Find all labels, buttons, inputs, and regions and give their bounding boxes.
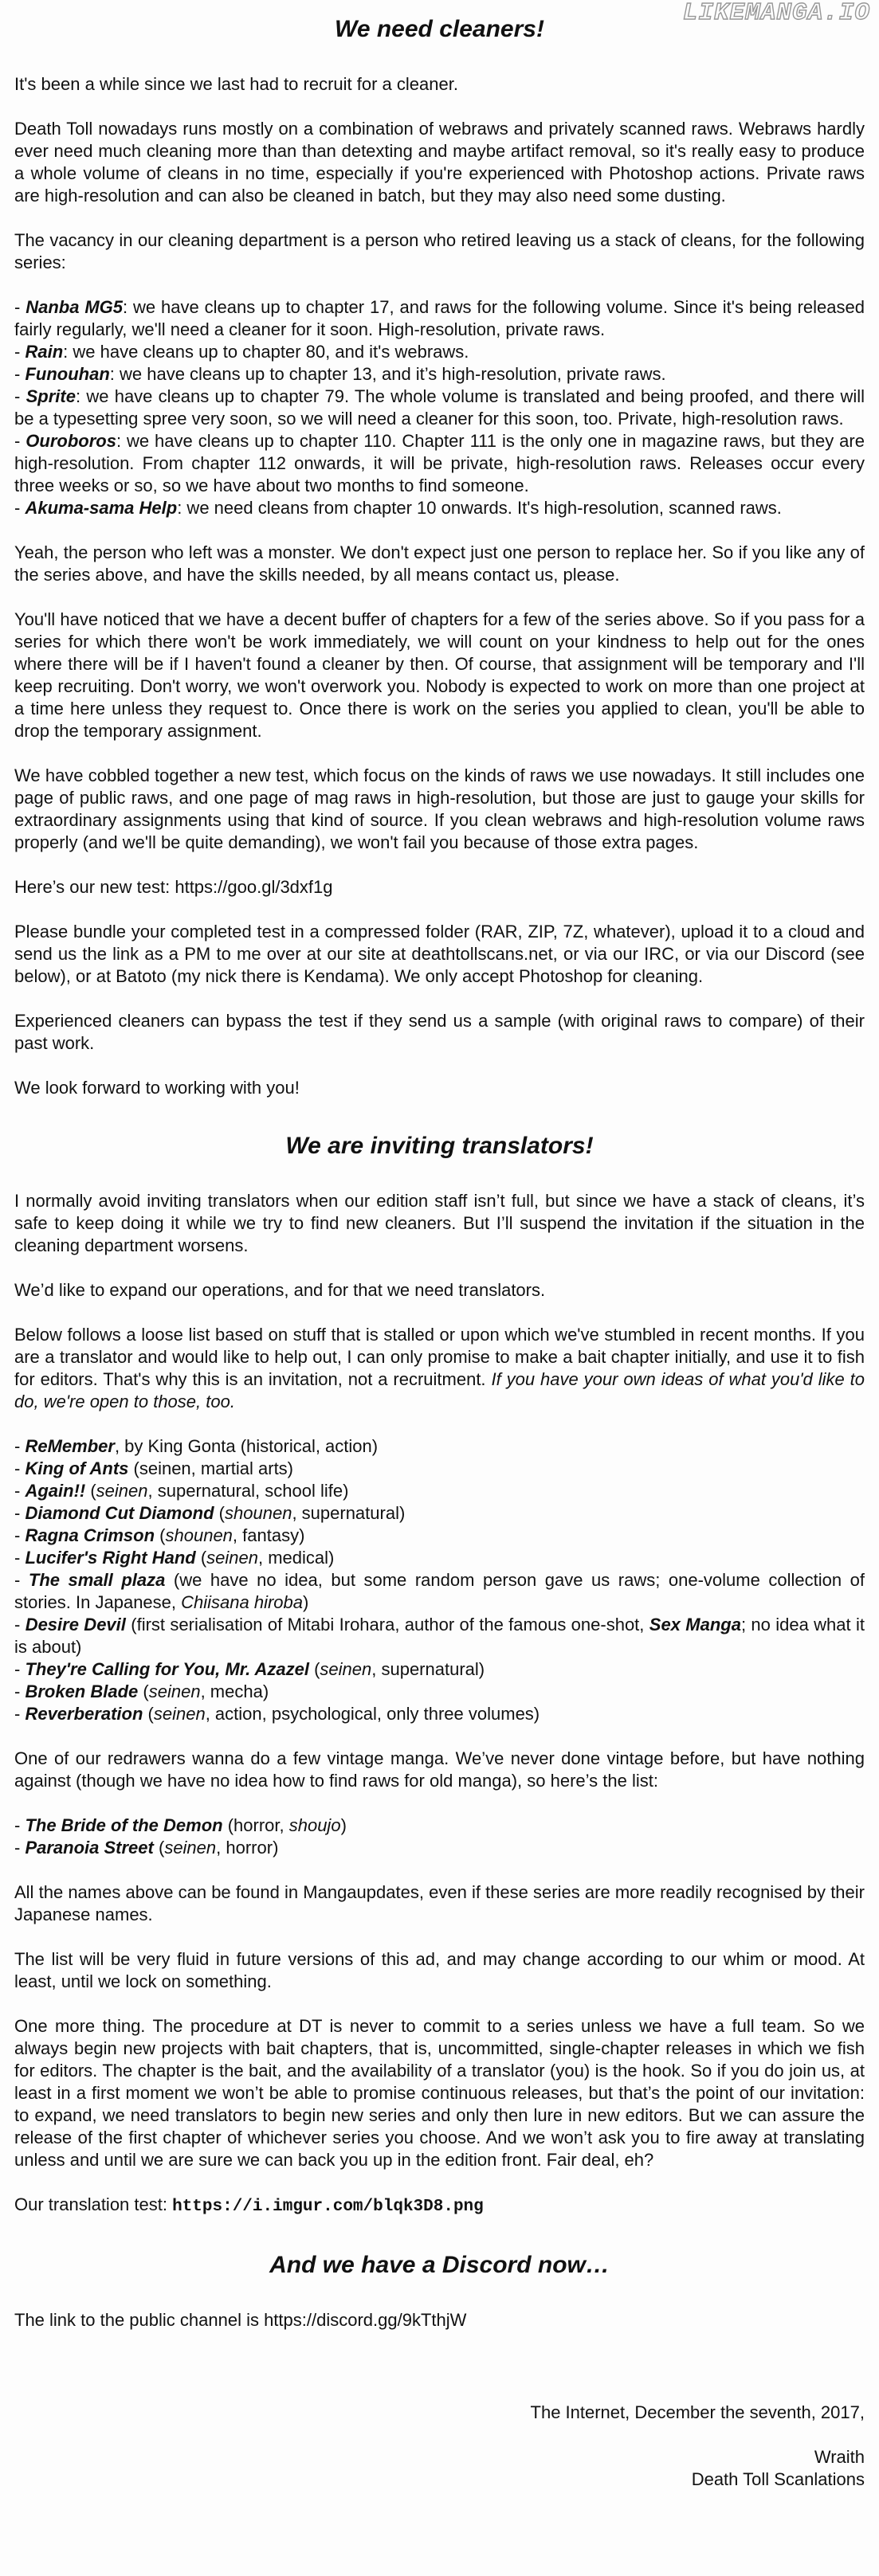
text-run: The link to the public channel is https://discord.gg/9kTthjW	[14, 2310, 467, 2330]
text-run: -	[14, 1681, 26, 1701]
series-funouhan	[14, 363, 865, 386]
para-buffer	[14, 609, 865, 742]
text-run: (first serialisation of Mitabi Irohara, author of the famous one-shot,	[125, 1615, 649, 1634]
text-run: (	[138, 1681, 149, 1701]
para-one-more-thing	[14, 2015, 865, 2171]
heading-we-need-cleaners	[14, 16, 865, 43]
text-run: We’d like to expand our operations, and for that we need translators.	[14, 1280, 546, 1300]
text-run: (seinen, martial arts)	[128, 1458, 294, 1478]
text-run: shoujo	[288, 1815, 341, 1835]
series-desire-devil	[14, 1614, 865, 1658]
site-watermark: LIKEMANGA.IO	[682, 0, 870, 27]
text-run: shounen	[225, 1503, 292, 1523]
text-run: -	[14, 1458, 26, 1478]
para-vacancy	[14, 229, 865, 274]
text-run: -	[14, 1436, 26, 1456]
text-run: seinen	[320, 1659, 372, 1679]
text-run: Ouroboros	[26, 431, 116, 451]
signoff-group	[14, 2468, 865, 2491]
text-run: (horror,	[222, 1815, 289, 1835]
para-vintage	[14, 1748, 865, 1792]
text-run: Paranoia Street	[25, 1838, 154, 1858]
series-again	[14, 1480, 865, 1502]
text-run: Sex Manga	[649, 1615, 741, 1634]
series-bride-of-the-demon	[14, 1815, 865, 1837]
series-nanba-mg5	[14, 296, 865, 341]
para-normally-avoid	[14, 1190, 865, 1257]
para-translation-test	[14, 2194, 865, 2218]
text-run: -	[14, 1503, 26, 1523]
text-run: We look forward to working with you!	[14, 1078, 300, 1098]
text-run: The Internet, December the seventh, 2017,	[530, 2402, 865, 2422]
text-run: )	[340, 1815, 347, 1835]
text-run: Death Toll Scanlations	[691, 2469, 865, 2489]
para-been-a-while	[14, 73, 865, 96]
text-run: -	[14, 498, 26, 518]
text-run: : we have cleans up to chapter 80, and it's webraws.	[63, 342, 469, 362]
signoff-date	[14, 2402, 865, 2424]
text-run: Reverberation	[25, 1704, 143, 1724]
text-run: : we have cleans up to chapter 13, and it’s high-resolution, private raws.	[109, 364, 666, 384]
text-run: Again!!	[25, 1481, 86, 1501]
text-run: Funouhan	[25, 364, 110, 384]
text-run: You'll have noticed that we have a decent buffer of chapters for a few of the series above. So if you pass for a series for which there won't be work immediately, we will count on your kindness to help out for the ones where there will be if I haven't found a cleaner by then. Of course, that assignment will be temporary and I'll keep recruiting. Don't worry, we won't overwork you. Nobody is expected to work on more than one project at a time here unless they request to. Once there is work on the series you applied to clean, you'll be able to drop the temporary assignment.	[14, 609, 865, 741]
heading-inviting-translators	[14, 1133, 865, 1160]
text-run: seinen	[206, 1548, 258, 1568]
text-run: : we have cleans up to chapter 110. Chapter 111 is the only one in magazine raws, but they are high-resolution. From chapter 112 onwards, it will be private, high-resolution raws. Releases occur every three weeks or so, so we have about two months to find someone.	[14, 431, 865, 495]
text-run: seinen	[153, 1704, 206, 1724]
para-monster	[14, 542, 865, 586]
text-run: seinen	[96, 1481, 148, 1501]
text-run: seinen	[148, 1681, 201, 1701]
document	[14, 16, 865, 2491]
text-run: Ragna Crimson	[25, 1525, 155, 1545]
text-run: -	[14, 297, 26, 317]
text-run: Desire Devil	[25, 1615, 126, 1634]
text-run: (	[195, 1548, 207, 1568]
text-run: Rain	[25, 342, 64, 362]
para-fluid-list	[14, 1948, 865, 1993]
series-remember	[14, 1435, 865, 1458]
series-rain	[14, 341, 865, 363]
series-broken-blade	[14, 1681, 865, 1703]
text-run: -	[14, 1659, 26, 1679]
series-the-small-plaza	[14, 1569, 865, 1614]
text-run: -	[14, 1704, 26, 1724]
text-run: (	[153, 1838, 165, 1858]
para-experienced-cleaners	[14, 1010, 865, 1055]
text-run: Please bundle your completed test in a compressed folder (RAR, ZIP, 7Z, whatever), upload it to a cloud and send us the link as a PM to me over at our site at deathtollscans.net, or via our IRC, or via our Discord (see below), or at Batoto (my nick there is Kendama). We only accept Photoshop for cleaning.	[14, 922, 865, 986]
para-discord-link	[14, 2309, 865, 2331]
text-run: Sprite	[26, 386, 76, 406]
text-run: The small plaza	[28, 1570, 166, 1590]
para-mangaupdates	[14, 1881, 865, 1926]
text-run: , supernatural, school life)	[147, 1481, 349, 1501]
signoff-author	[14, 2446, 865, 2468]
para-loose-list	[14, 1324, 865, 1413]
text-run: , supernatural)	[292, 1503, 406, 1523]
series-akuma-sama-help	[14, 497, 865, 519]
text-run: We have cobbled together a new test, which focus on the kinds of raws we use nowadays. It still includes one page of public raws, and one page of mag raws in high-resolution, but those are just to gauge your skills for extraordinary assignments using that kind of source. If you clean webraws and high-resolution volume raws properly (and we'll be quite demanding), we won't fail you because of those extra pages.	[14, 765, 865, 852]
para-death-toll-raws	[14, 118, 865, 207]
text-run: It's been a while since we last had to recruit for a cleaner.	[14, 74, 458, 94]
text-run: The vacancy in our cleaning department is a person who retired leaving us a stack of cleans, for the following series:	[14, 230, 865, 272]
text-run: Broken Blade	[25, 1681, 139, 1701]
text-run: : we have cleans up to chapter 79. The whole volume is translated and being proofed, and there will be a typesetting spree very soon, so we will need a cleaner for this soon, too. Private, high-resolution raws.	[14, 386, 865, 429]
series-paranoia-street	[14, 1837, 865, 1859]
text-run: One of our redrawers wanna do a few vintage manga. We’ve never done vintage before, but have nothing against (though we have no idea how to find raws for old manga), so here’s the list:	[14, 1748, 865, 1791]
text-run: , mecha)	[200, 1681, 269, 1701]
text-run: https://i.imgur.com/blqk3D8.png	[172, 2198, 484, 2216]
text-run: )	[303, 1592, 309, 1612]
series-ouroboros	[14, 430, 865, 497]
text-run: , by King Gonta (historical, action)	[114, 1436, 379, 1456]
text-run: -	[14, 1615, 26, 1634]
text-run: : we need cleans from chapter 10 onwards. It's high-resolution, scanned raws.	[177, 498, 782, 518]
text-run: We need cleaners!	[335, 16, 544, 42]
text-run: -	[14, 1548, 26, 1568]
text-run: seinen	[164, 1838, 217, 1858]
text-run: -	[14, 431, 26, 451]
text-run: Here’s our new test: https://goo.gl/3dxf1g	[14, 877, 333, 897]
text-run: Our translation test:	[14, 2194, 173, 2214]
text-run: Wraith	[814, 2447, 865, 2467]
text-run: , fantasy)	[232, 1525, 305, 1545]
series-reverberation	[14, 1703, 865, 1725]
text-run: , action, psychological, only three volumes)	[205, 1704, 540, 1724]
text-run: The Bride of the Demon	[25, 1815, 223, 1835]
text-run: Below follows a loose list based on stuff that is stalled or upon which we've stumbled in recent months. If you are a translator and would like to help out, I can only promise to make a bait chapter initially, and use it to fish for editors. That's why this is an invitation, not a recruitment.	[14, 1325, 865, 1389]
series-lucifers-right-hand	[14, 1547, 865, 1569]
text-run: One more thing. The procedure at DT is never to commit to a series unless we have a full team. So we always begin new projects with bait chapters, that is, uncommitted, single-chapter releases in which we fish for editors. The chapter is the bait, and the availability of a translator (you) is the hook. So if you do join us, at least in a first moment we won’t be able to promise continuous releases, but that’s the point of our invitation: to expand, we need translators to begin new series and only then lure in new editors. But we can assure the release of the first chapter of whichever series you choose. And we won’t ask you to fire away at translating unless and until we are sure we can back you up in the edition front. Fair deal, eh?	[14, 2016, 865, 2170]
text-run: shounen	[165, 1525, 233, 1545]
text-run: -	[14, 1570, 29, 1590]
text-run: Experienced cleaners can bypass the test if they send us a sample (with original raws to compare) of their past work.	[14, 1011, 865, 1053]
text-run: -	[14, 364, 26, 384]
text-run: ReMember	[25, 1436, 115, 1456]
text-run: , supernatural)	[371, 1659, 485, 1679]
text-run: (we have no idea, but some random person gave us raws; one-volume collection of stories. In Japanese,	[14, 1570, 865, 1612]
text-run: They're Calling for You, Mr. Azazel	[25, 1659, 309, 1679]
text-run: (	[143, 1704, 154, 1724]
text-run: , horror)	[216, 1838, 279, 1858]
para-bundle-test	[14, 921, 865, 988]
text-run: -	[14, 1838, 26, 1858]
text-run: -	[14, 1525, 26, 1545]
text-run: Diamond Cut Diamond	[25, 1503, 214, 1523]
text-run: -	[14, 342, 26, 362]
text-run: (	[308, 1659, 320, 1679]
text-run: Death Toll nowadays runs mostly on a combination of webraws and privately scanned raws. Webraws hardly ever need much cleaning more than than detexting and maybe artifact removal, so it's really easy to produce a whole volume of cleans in no time, especially if you're experienced with Photoshop actions. Private raws are high-resolution and can also be cleaned in batch, but they may also need some dusting.	[14, 119, 865, 206]
text-run: Chiisana hiroba	[181, 1592, 303, 1612]
text-run: , medical)	[258, 1548, 335, 1568]
text-run: The list will be very fluid in future versions of this ad, and may change according to our whim or mood. At least, until we lock on something.	[14, 1949, 865, 1991]
text-run: And we have a Discord now…	[269, 2252, 610, 2278]
text-run: King of Ants	[25, 1458, 129, 1478]
text-run: I normally avoid inviting translators when our edition staff isn’t full, but since we have a stack of cleans, it’s safe to keep doing it while we try to find new cleaners. But I’ll suspend the invitation if the situation in the cleaning department worsens.	[14, 1191, 865, 1255]
text-run: (	[214, 1503, 226, 1523]
text-run: ; no idea what it is about)	[14, 1615, 865, 1657]
series-calling-mr-azazel	[14, 1658, 865, 1681]
text-run: (	[155, 1525, 166, 1545]
text-run: If you have your own ideas of what you'd like to do, we're open to those, too.	[14, 1369, 865, 1411]
para-look-forward	[14, 1077, 865, 1099]
para-test-link	[14, 876, 865, 898]
para-expand-operations	[14, 1279, 865, 1302]
text-run: Nanba MG5	[26, 297, 124, 317]
text-run: (	[85, 1481, 96, 1501]
para-new-test	[14, 765, 865, 854]
text-run: Lucifer's Right Hand	[25, 1548, 196, 1568]
text-run: We are inviting translators!	[285, 1133, 594, 1159]
series-king-of-ants	[14, 1458, 865, 1480]
text-run: -	[14, 1481, 26, 1501]
text-run: Akuma-sama Help	[25, 498, 178, 518]
text-run: -	[14, 386, 26, 406]
text-run: All the names above can be found in Mangaupdates, even if these series are more readily recognised by their Japanese names.	[14, 1882, 865, 1924]
text-run: -	[14, 1815, 26, 1835]
series-diamond-cut-diamond	[14, 1502, 865, 1525]
text-run: Yeah, the person who left was a monster. We don't expect just one person to replace her. So if you like any of the series above, and have the skills needed, by all means contact us, please.	[14, 542, 865, 585]
text-run: : we have cleans up to chapter 17, and raws for the following volume. Since it's being released fairly regularly, we'll need a cleaner for it soon. High-resolution, private raws.	[14, 297, 865, 339]
series-ragna-crimson	[14, 1525, 865, 1547]
series-sprite	[14, 386, 865, 430]
heading-discord	[14, 2252, 865, 2279]
